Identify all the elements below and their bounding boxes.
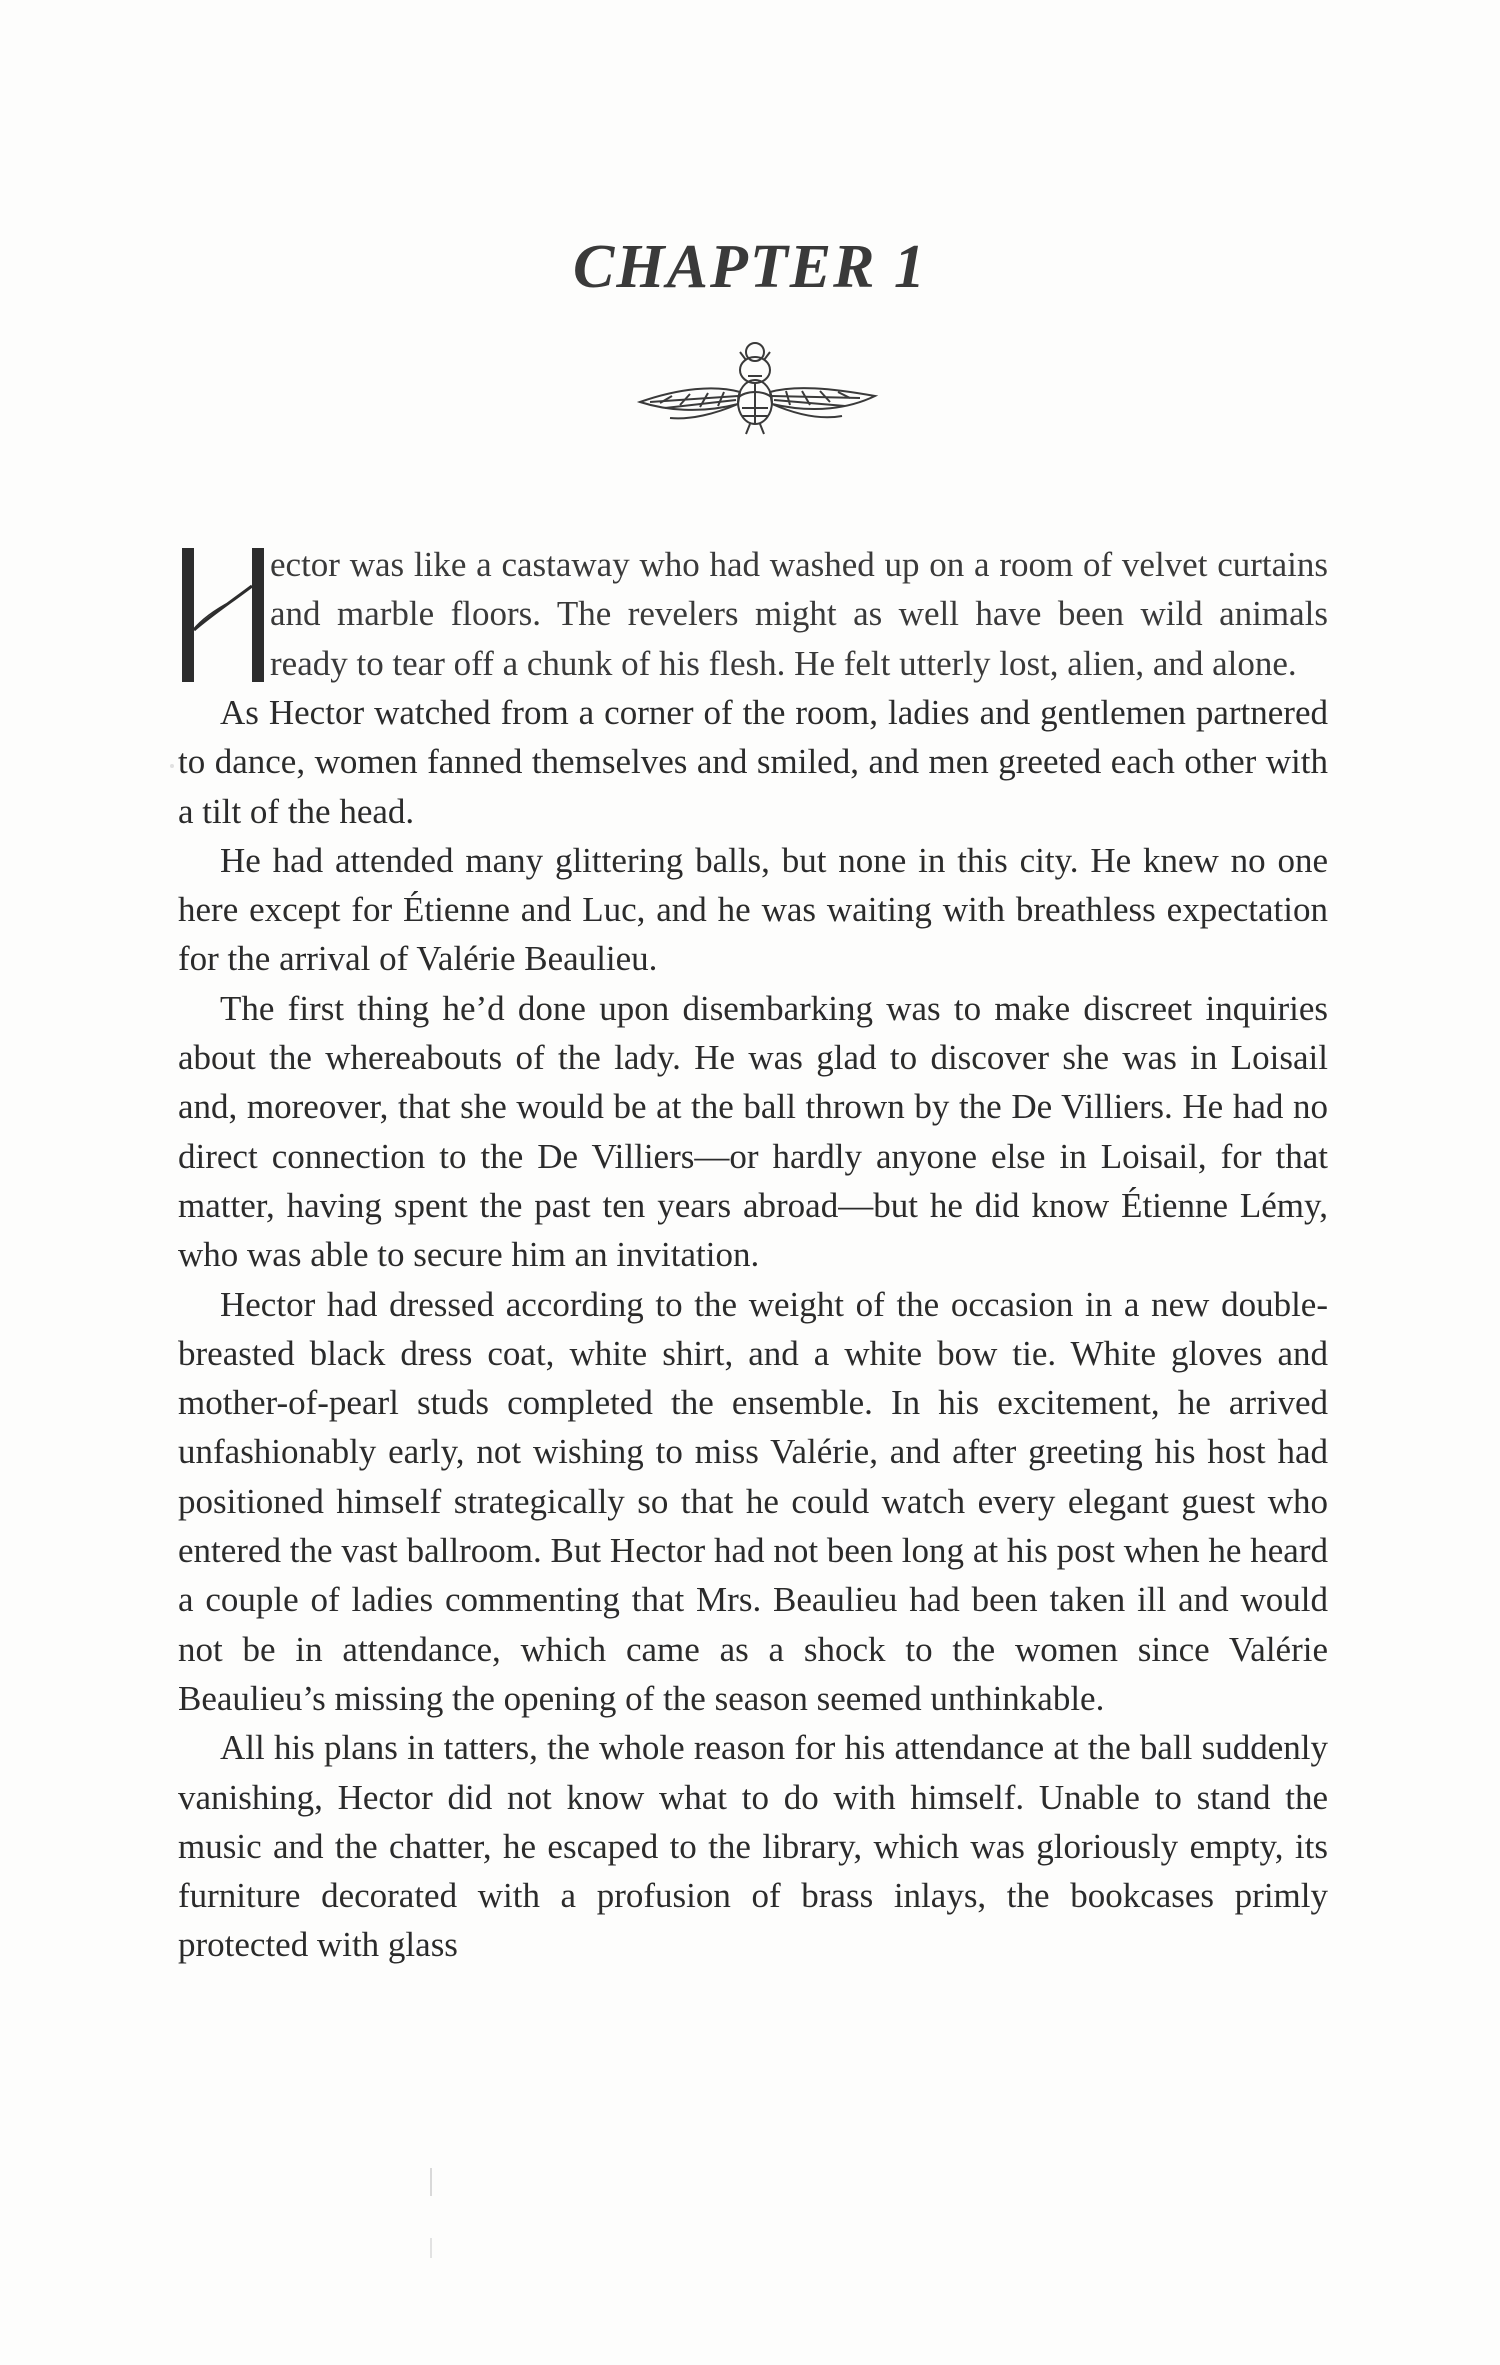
chapter-body [178, 540, 1328, 1970]
scan-speck [170, 764, 174, 768]
paragraph-5: Hector had dressed according to the weight of the occasion in a new double-breasted black dress coat, white shirt, and a white bow tie. White gloves and mother-of-pearl studs completed the ensemble. In his excitement, he arrived unfashionably early, not wishing to miss Valérie, and after greeting his host had positioned himself strategically so that he could watch every elegant guest who entered the vast ballroom. But Hector had not been long at his post when he heard a couple of ladies commenting that Mrs. Beaulieu had been taken ill and would not be in attendance, which came as a shock to the women since Valérie Beaulieu’s missing the opening of the season seemed unthinkable. [178, 1284, 1328, 1718]
paragraph-1: ector was like a castaway who had washed up on a room of velvet curtains and marble floors. The revelers might as well have been wild animals ready to tear off a chunk of his flesh. He felt utterly lost, alien, and alone. [270, 545, 1328, 683]
paragraph-3: He had attended many glittering balls, but none in this city. He knew no one here except for Étienne and Luc, and he was waiting with breathless expectation for the arrival of Valérie Beaulieu. [178, 840, 1328, 979]
paragraph-6: All his plans in tatters, the whole reason for his attendance at the ball suddenly vanishing, Hector did not know what to do with himself. Unable to stand the music and the chatter, he escaped to the library, which was gloriously empty, its furniture decorated with a profusion of brass inlays, the bookcases primly protected with glass [178, 1728, 1328, 1965]
paragraph-4: The first thing he’d done upon disembarking was to make discreet inquiries about the whereabouts of the lady. He was glad to discover she was in Loisail and, moreover, that she would be at the ball thrown by the De Villiers. He had no direct connection to the De Villiers—or hardly anyone else in Loisail, for that matter, having spent the past ten years abroad—but he did know Étienne Lémy, who was able to secure him an invitation. [178, 988, 1328, 1275]
opening-paragraph [178, 540, 1328, 688]
paragraph-2: As Hector watched from a corner of the room, ladies and gentlemen partnered to dance, women fanned themselves and smiled, and men greeted each other with a tilt of the head. [178, 693, 1328, 831]
scan-mark [430, 2238, 432, 2258]
winged-scarab-icon [620, 330, 890, 440]
dropcap-letter [178, 542, 268, 688]
chapter-title: CHAPTER 1 [573, 233, 927, 301]
scan-mark [430, 2168, 432, 2196]
